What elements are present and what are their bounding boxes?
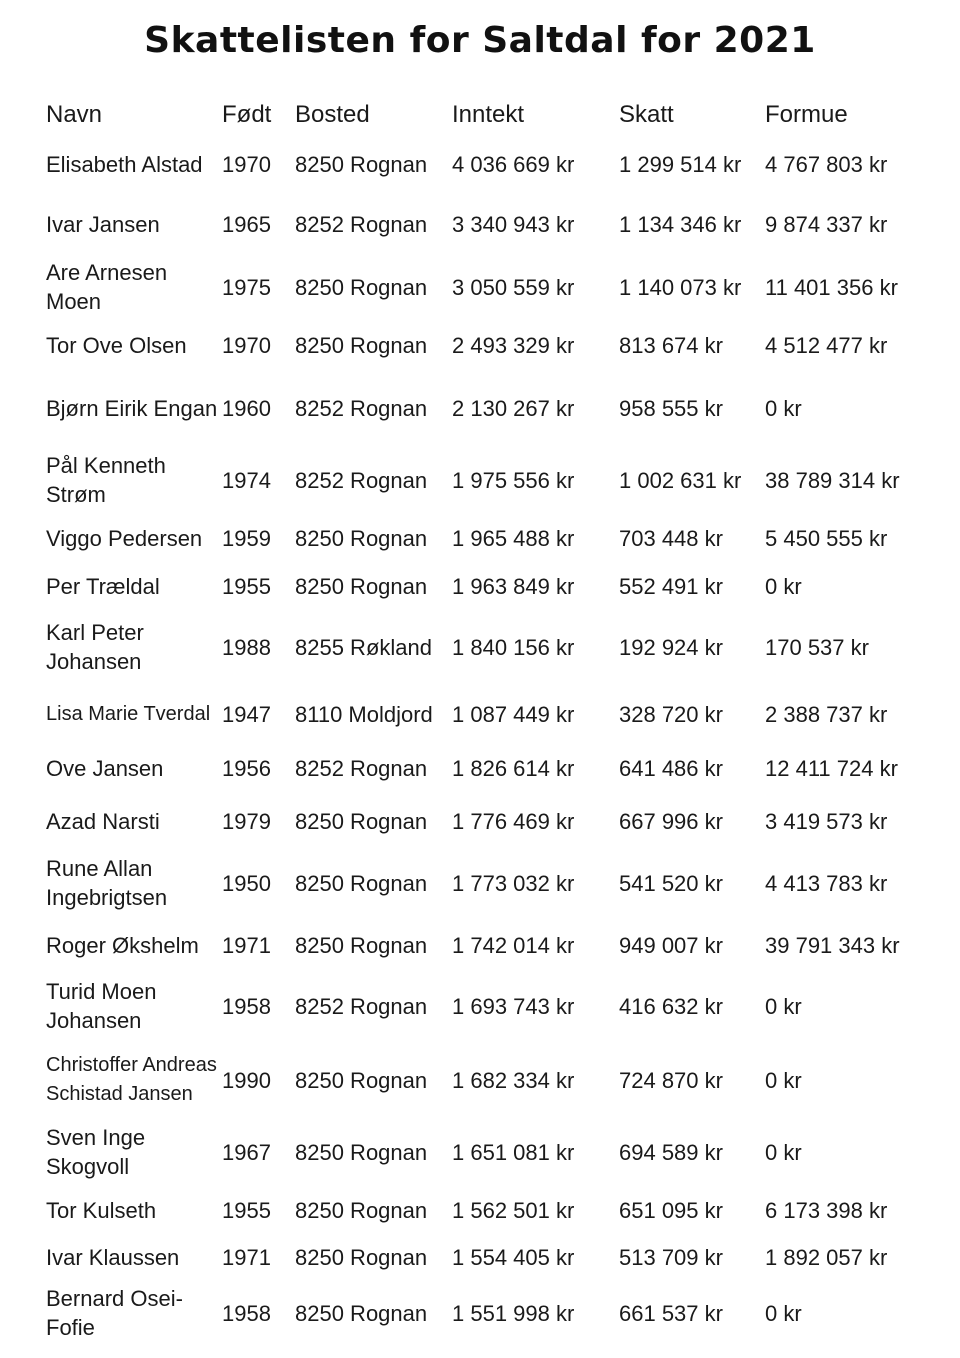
cell-income: 3 050 559 kr — [452, 274, 575, 300]
cell-wealth: 2 388 737 kr — [765, 701, 888, 727]
cell-income: 2 493 329 kr — [452, 332, 575, 358]
cell-place: 8250 Rognan — [295, 1244, 428, 1270]
cell-tax: 552 491 kr — [619, 573, 723, 599]
table-row — [0, 976, 960, 1036]
cell-tax: 724 870 kr — [619, 1067, 723, 1093]
cell-wealth: 4 512 477 kr — [765, 332, 888, 358]
table-row — [0, 1122, 960, 1182]
cell-place: 8252 Rognan — [295, 467, 428, 493]
cell-wealth: 0 kr — [765, 395, 802, 421]
cell-place: 8250 Rognan — [295, 1300, 428, 1326]
cell-born: 1947 — [222, 701, 271, 727]
cell-income: 1 826 614 kr — [452, 755, 575, 781]
cell-income: 1 965 488 kr — [452, 525, 575, 551]
cell-wealth: 3 419 573 kr — [765, 808, 888, 834]
cell-wealth: 1 892 057 kr — [765, 1244, 888, 1270]
cell-place: 8250 Rognan — [295, 1067, 428, 1093]
table-row — [0, 328, 960, 362]
table-row — [0, 207, 960, 241]
cell-name: Viggo Pedersen — [46, 525, 203, 551]
cell-tax: 949 007 kr — [619, 932, 723, 958]
cell-name: Azad Narsti — [46, 808, 160, 834]
cell-tax: 1 140 073 kr — [619, 274, 742, 300]
table-row — [0, 450, 960, 510]
cell-name: Tor Kulseth — [46, 1197, 157, 1223]
table-row — [0, 617, 960, 677]
cell-wealth: 0 kr — [765, 1067, 802, 1093]
cell-wealth: 4 413 783 kr — [765, 870, 888, 896]
cell-born: 1971 — [222, 932, 271, 958]
cell-born: 1967 — [222, 1139, 271, 1165]
cell-tax: 328 720 kr — [619, 701, 723, 727]
header-income: Inntekt — [452, 100, 525, 128]
cell-name: Lisa Marie Tverdal — [46, 702, 211, 725]
cell-tax: 1 299 514 kr — [619, 151, 742, 177]
cell-born: 1959 — [222, 525, 271, 551]
cell-wealth: 0 kr — [765, 1300, 802, 1326]
cell-name: Per Trældal — [46, 573, 160, 599]
cell-wealth: 12 411 724 kr — [765, 755, 898, 781]
cell-tax: 694 589 kr — [619, 1139, 723, 1165]
cell-name: Sven Inge Skogvoll — [46, 1125, 146, 1179]
cell-name: Roger Økshelm — [46, 932, 199, 958]
cell-name: Bjørn Eirik Engan — [46, 395, 218, 421]
cell-tax: 416 632 kr — [619, 993, 723, 1019]
cell-income: 1 562 501 kr — [452, 1197, 575, 1223]
cell-born: 1974 — [222, 467, 271, 493]
table-row — [0, 1240, 960, 1274]
cell-place: 8250 Rognan — [295, 525, 428, 551]
cell-tax: 661 537 kr — [619, 1300, 723, 1326]
cell-tax: 1 002 631 kr — [619, 467, 742, 493]
cell-income: 1 554 405 kr — [452, 1244, 575, 1270]
cell-tax: 513 709 kr — [619, 1244, 723, 1270]
cell-wealth: 0 kr — [765, 1139, 802, 1165]
cell-tax: 813 674 kr — [619, 332, 723, 358]
cell-income: 1 693 743 kr — [452, 993, 575, 1019]
cell-place: 8110 Moldjord — [295, 701, 433, 727]
cell-tax: 641 486 kr — [619, 755, 723, 781]
cell-name: Tor Ove Olsen — [46, 332, 187, 358]
cell-tax: 651 095 kr — [619, 1197, 723, 1223]
cell-wealth: 6 173 398 kr — [765, 1197, 888, 1223]
header-place: Bosted — [295, 100, 370, 128]
header-name: Navn — [46, 100, 103, 128]
cell-name: Christoffer Andreas Schistad Jansen — [46, 1054, 217, 1105]
cell-wealth: 9 874 337 kr — [765, 211, 888, 237]
table-row — [0, 853, 960, 913]
table-row — [0, 1283, 960, 1343]
table-row — [0, 378, 960, 438]
header-born: Født — [222, 100, 272, 128]
table-row — [0, 147, 960, 181]
cell-name: Bernard Osei-Fofie — [46, 1286, 183, 1340]
cell-place: 8250 Rognan — [295, 932, 428, 958]
cell-income: 1 651 081 kr — [452, 1139, 575, 1165]
table-row — [0, 521, 960, 555]
cell-tax: 703 448 kr — [619, 525, 723, 551]
cell-place: 8250 Rognan — [295, 573, 428, 599]
cell-born: 1960 — [222, 395, 271, 421]
cell-wealth: 39 791 343 kr — [765, 932, 900, 958]
cell-name: Elisabeth Alstad — [46, 151, 203, 177]
cell-born: 1990 — [222, 1067, 271, 1093]
cell-place: 8255 Røkland — [295, 634, 432, 660]
cell-born: 1950 — [222, 870, 271, 896]
cell-place: 8252 Rognan — [295, 211, 428, 237]
cell-income: 1 963 849 kr — [452, 573, 575, 599]
cell-tax: 192 924 kr — [619, 634, 723, 660]
cell-born: 1979 — [222, 808, 271, 834]
cell-income: 4 036 669 kr — [452, 151, 575, 177]
table-header — [0, 96, 960, 132]
cell-wealth: 0 kr — [765, 993, 802, 1019]
cell-wealth: 4 767 803 kr — [765, 151, 888, 177]
cell-born: 1975 — [222, 274, 271, 300]
cell-income: 1 742 014 kr — [452, 932, 575, 958]
cell-born: 1970 — [222, 332, 271, 358]
cell-income: 1 087 449 kr — [452, 701, 575, 727]
cell-income: 1 551 998 kr — [452, 1300, 575, 1326]
cell-place: 8252 Rognan — [295, 395, 428, 421]
cell-place: 8250 Rognan — [295, 151, 428, 177]
cell-born: 1988 — [222, 634, 271, 660]
page-title: Skattelisten for Saltdal for 2021 — [144, 20, 816, 61]
cell-name: Are Arnesen Moen — [46, 260, 168, 314]
cell-place: 8250 Rognan — [295, 1139, 428, 1165]
table-row — [0, 751, 960, 785]
table-row — [0, 1193, 960, 1227]
header-tax: Skatt — [619, 100, 674, 128]
cell-income: 1 975 556 kr — [452, 467, 575, 493]
cell-place: 8250 Rognan — [295, 870, 428, 896]
cell-tax: 958 555 kr — [619, 395, 723, 421]
cell-name: Ivar Jansen — [46, 211, 160, 237]
cell-name: Pål Kenneth Strøm — [46, 453, 166, 507]
cell-income: 3 340 943 kr — [452, 211, 575, 237]
cell-tax: 541 520 kr — [619, 870, 723, 896]
cell-tax: 667 996 kr — [619, 808, 723, 834]
cell-wealth: 5 450 555 kr — [765, 525, 888, 551]
table-row — [0, 257, 960, 317]
cell-place: 8252 Rognan — [295, 755, 428, 781]
cell-born: 1970 — [222, 151, 271, 177]
cell-place: 8250 Rognan — [295, 1197, 428, 1223]
cell-income: 2 130 267 kr — [452, 395, 575, 421]
cell-born: 1956 — [222, 755, 271, 781]
cell-wealth: 11 401 356 kr — [765, 274, 898, 300]
cell-name: Ivar Klaussen — [46, 1244, 180, 1270]
cell-born: 1958 — [222, 993, 271, 1019]
cell-tax: 1 134 346 kr — [619, 211, 742, 237]
cell-place: 8252 Rognan — [295, 993, 428, 1019]
cell-place: 8250 Rognan — [295, 332, 428, 358]
cell-income: 1 682 334 kr — [452, 1067, 575, 1093]
cell-income: 1 776 469 kr — [452, 808, 575, 834]
cell-born: 1965 — [222, 211, 271, 237]
cell-place: 8250 Rognan — [295, 274, 428, 300]
header-wealth: Formue — [765, 100, 848, 128]
cell-place: 8250 Rognan — [295, 808, 428, 834]
cell-name: Turid Moen Johansen — [46, 979, 157, 1033]
cell-born: 1955 — [222, 1197, 271, 1223]
cell-income: 1 773 032 kr — [452, 870, 575, 896]
table-row — [0, 569, 960, 603]
cell-name: Rune Allan Ingebrigtsen — [46, 856, 168, 910]
cell-born: 1955 — [222, 573, 271, 599]
cell-wealth: 0 kr — [765, 573, 802, 599]
cell-wealth: 38 789 314 kr — [765, 467, 900, 493]
cell-born: 1971 — [222, 1244, 271, 1270]
cell-income: 1 840 156 kr — [452, 634, 575, 660]
cell-name: Karl Peter Johansen — [46, 620, 144, 674]
cell-name: Ove Jansen — [46, 755, 164, 781]
cell-wealth: 170 537 kr — [765, 634, 869, 660]
table-row — [0, 804, 960, 838]
table-row — [0, 1050, 960, 1110]
cell-born: 1958 — [222, 1300, 271, 1326]
table-row — [0, 697, 960, 731]
table-row — [0, 928, 960, 962]
